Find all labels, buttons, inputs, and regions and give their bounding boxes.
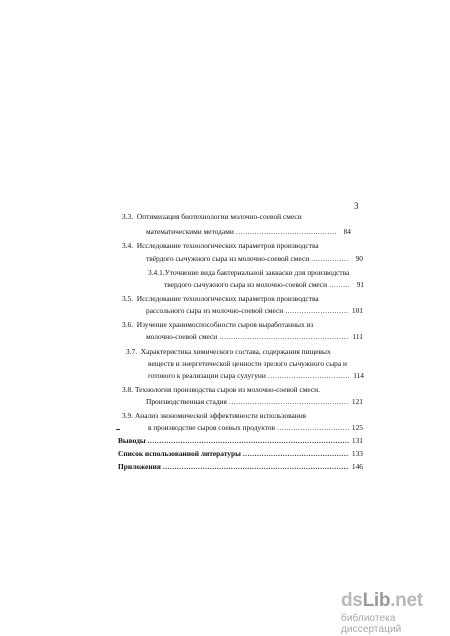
toc-entry-3-5 <box>122 294 319 303</box>
dot-leader <box>311 254 349 263</box>
toc-page: 111 <box>352 332 363 341</box>
toc-title: Изучение хранимоспособности сыров выработанных из <box>136 320 314 329</box>
toc-number: 3.5. <box>122 294 134 303</box>
toc-page: 91 <box>356 280 364 289</box>
toc-title: Анализ экономической эффективности использования <box>134 411 307 420</box>
dot-leader <box>285 306 349 315</box>
toc-title: твёрдого сычужного сыра из молочно-соевой смеси <box>146 254 310 263</box>
toc-page: 84 <box>343 227 351 236</box>
logo-ds: ds <box>341 590 363 611</box>
toc-entry-references <box>118 449 363 458</box>
toc-title: Исследование технологических параметров производства <box>136 241 319 250</box>
watermark-logo <box>341 590 423 612</box>
toc-entry-3-9 <box>122 411 306 420</box>
dot-leader <box>229 397 349 406</box>
toc-entry-3-3-cont <box>146 227 351 236</box>
page-number: 3 <box>354 201 359 211</box>
toc-title: Приложения <box>118 462 161 471</box>
toc-page: 125 <box>351 423 363 432</box>
toc-title: математическими методами <box>146 227 234 236</box>
toc-page: 146 <box>351 462 363 471</box>
toc-entry-conclusions <box>118 436 363 445</box>
toc-entry-3-8-cont <box>146 397 363 406</box>
dot-leader <box>268 371 350 380</box>
toc-title: готового к реализации сыра сулугуни <box>148 371 266 380</box>
toc-title: твердого сычужного сыра из молочно-соевой смеси <box>164 280 328 289</box>
toc-page: 90 <box>355 254 363 263</box>
toc-title: Уточнение вида бактериальной закваски для производства <box>164 268 350 277</box>
toc-number: 3.8. <box>122 385 134 394</box>
toc-number: 3.7. <box>126 347 138 356</box>
toc-entry-3-7-cont-b <box>148 371 364 380</box>
toc-entry-3-7 <box>126 347 331 356</box>
margin-mark <box>116 429 120 430</box>
toc-number: 3.4.1. <box>148 268 165 277</box>
toc-page: 133 <box>351 449 363 458</box>
dot-leader <box>243 449 349 458</box>
toc-number: 3.6. <box>122 320 134 329</box>
toc-entry-3-9-cont <box>148 423 363 432</box>
dot-leader <box>277 423 349 432</box>
toc-entry-3-4-cont <box>146 254 363 263</box>
toc-page: 114 <box>353 371 364 380</box>
dot-leader <box>329 280 350 289</box>
toc-title: Технология производства сыров из молочно-соевой смеси. <box>134 385 320 394</box>
toc-entry-3-3 <box>122 212 302 221</box>
toc-title: Характеристика химического состава, содержания пищевых <box>140 347 331 356</box>
logo-lib: Lib <box>362 590 391 611</box>
toc-title: в производстве сыров соевых продуктов <box>148 423 276 432</box>
toc-title: Список использованной литературы <box>118 449 241 458</box>
toc-number: 3.4. <box>122 241 134 250</box>
toc-entry-appendices <box>118 462 363 471</box>
toc-page: 101 <box>351 306 363 315</box>
toc-number: 3.3. <box>122 212 134 221</box>
toc-number: 3.9. <box>122 411 134 420</box>
dslib-watermark <box>341 590 446 635</box>
toc-page: 121 <box>351 397 363 406</box>
toc-title: Оптимизация биотехнологии молочно-соевой смеси <box>136 212 302 221</box>
watermark-subtitle: библиотека диссертаций <box>341 613 402 635</box>
dot-leader <box>148 436 349 445</box>
toc-entry-3-8 <box>122 385 320 394</box>
toc-title: Исследование технологических параметров производства <box>136 294 319 303</box>
dot-leader <box>236 227 337 236</box>
toc-entry-3-4-1-cont <box>164 280 364 289</box>
toc-title: Производственная стадия <box>146 397 227 406</box>
toc-title: веществ и энергетической ценности зрелого сычужного сыра и <box>148 359 347 368</box>
toc-entry-3-4 <box>122 241 319 250</box>
logo-net: .net <box>390 590 423 611</box>
toc-entry-3-4-1 <box>148 268 349 277</box>
dot-leader <box>163 462 349 471</box>
toc-entry-3-6 <box>122 320 313 329</box>
toc-page: 131 <box>351 436 363 445</box>
dot-leader <box>219 332 349 341</box>
toc-title: Выводы <box>118 436 146 445</box>
toc-entry-3-7-cont-a <box>148 359 347 368</box>
toc-title: молочно-соевой смеси <box>146 332 218 341</box>
toc-entry-3-6-cont <box>146 332 363 341</box>
toc-entry-3-5-cont <box>146 306 363 315</box>
toc-title: рассольного сыра из молочно-соевой смеси <box>146 306 284 315</box>
